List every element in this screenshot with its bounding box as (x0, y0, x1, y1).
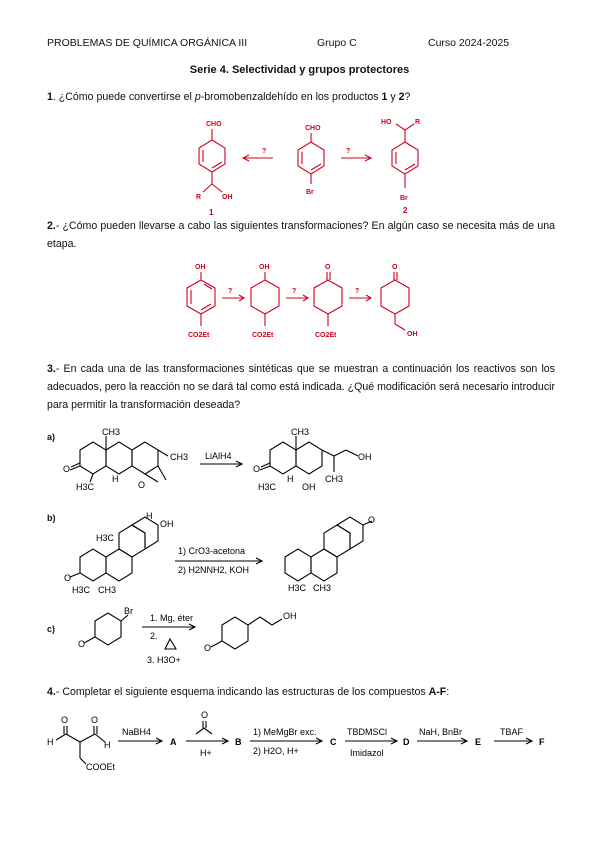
compound-d-label: D (403, 737, 410, 747)
page-title: Serie 4. Selectividad y grupos protectores (189, 64, 410, 76)
reagent-label: 1) MeMgBr exc. (253, 727, 317, 737)
question-1 (47, 88, 555, 106)
course-title: PROBLEMAS DE QUÍMICA ORGÁNICA III (47, 37, 248, 49)
cho-label: CHO (206, 121, 222, 128)
compound-1-number: 1 (209, 208, 214, 217)
cyclohexanol-ester-structure (251, 264, 279, 339)
question-mark: ? (355, 288, 360, 295)
br-label: Br (124, 606, 133, 616)
product-2-structure (381, 119, 420, 215)
co2et-label: CO2Et (252, 332, 274, 339)
reagent-label: H+ (200, 748, 212, 758)
reagent-label: 2. (150, 631, 158, 641)
question-text: ? (404, 91, 411, 103)
question-number: 2. (47, 220, 56, 232)
r-label: R (415, 119, 421, 126)
reagent-label: 2) H2NNH2, KOH (178, 565, 250, 575)
question-2 (47, 217, 555, 253)
ch3-label: CH3 (170, 452, 189, 462)
ch3-label: CH3 (291, 427, 310, 437)
italic-text: p (194, 91, 201, 103)
compound-b-label: B (235, 737, 242, 747)
bold-ref: A-F (428, 686, 447, 698)
reagent-label: 1) CrO3-acetona (178, 546, 246, 556)
o-label: O (204, 643, 212, 653)
h3c-label: H3C (72, 585, 91, 595)
h3c-label: H3C (288, 583, 307, 593)
question-mark: ? (262, 148, 267, 155)
question-text: - Completar el siguiente esquema indicando las estructuras de los compuestos (55, 686, 429, 698)
o-label: O (325, 264, 331, 271)
o-label: O (91, 715, 99, 725)
lactone-ketone-structure (63, 427, 188, 492)
question-text: - En cada una de las transformaciones sintéticas que se muestran a continuación los reactivos son los adecuados, pero la reacción no se dará tal como está indicada. ¿Qué modificación será necesario introducir para permitir la transformación deseada? (47, 363, 555, 411)
hydroxy-ketone-steroid-structure (64, 511, 174, 595)
group-label: Grupo C (317, 37, 357, 49)
product-1-structure (196, 121, 233, 217)
cho-label: CHO (305, 125, 321, 132)
oh-label: OH (259, 264, 270, 271)
oh-label: OH (222, 194, 233, 201)
reagent-label: 2) H2O, H+ (253, 746, 299, 756)
question-3 (47, 360, 555, 414)
compound-a-label: A (170, 737, 177, 747)
o-label: O (78, 639, 86, 649)
phenol-ester-structure (187, 264, 215, 339)
ch3-label: CH3 (102, 427, 121, 437)
h3c-label: H3C (96, 533, 115, 543)
ketone-steroid-structure (285, 515, 375, 593)
oh-label: OH (407, 331, 418, 338)
q3b-scheme (0, 505, 599, 595)
reagent-label: Imidazol (350, 748, 384, 758)
question-mark: ? (228, 288, 233, 295)
question-number: 4. (47, 686, 56, 698)
h3c-label: H3C (76, 482, 95, 492)
dialdehyde-ester-structure (47, 715, 116, 772)
q3c-scheme (0, 605, 599, 665)
o-label: O (201, 710, 209, 720)
question-text: . ¿Cómo puede convertirse el (52, 91, 195, 103)
part-a-label: a) (47, 432, 56, 442)
o-label: O (392, 264, 398, 271)
reagent-label: NaH, BnBr (419, 727, 463, 737)
question-mark: ? (292, 288, 297, 295)
reagent-label: 1. Mg, éter (150, 613, 194, 623)
reagent-label: LiAlH4 (205, 451, 232, 461)
h-label: H (146, 511, 153, 521)
bold-ref: 1 (381, 91, 388, 103)
h-label: H (112, 474, 119, 484)
question-number: 3. (47, 363, 56, 375)
oh-label: OH (358, 452, 372, 462)
o-label: O (368, 515, 376, 525)
q3a-scheme (0, 420, 599, 500)
reagent-label: TBAF (500, 727, 524, 737)
co2et-label: CO2Et (188, 332, 210, 339)
q1-scheme (0, 110, 599, 230)
o-label: O (138, 480, 146, 490)
ho-label: HO (381, 119, 392, 126)
compound-2-number: 2 (403, 206, 408, 215)
o-label: O (253, 464, 261, 474)
h-label: H (287, 474, 294, 484)
co2et-label: CO2Et (315, 332, 337, 339)
question-text: - ¿Cómo pueden llevarse a cabo las siguientes transformaciones? En algún caso se necesita más de una etapa. (47, 220, 555, 250)
bold-ref: 2 (398, 91, 405, 103)
question-mark: ? (346, 148, 351, 155)
reagent-label: TBDMSCl (347, 727, 387, 737)
br-label: Br (400, 195, 408, 202)
oh-label: OH (160, 519, 174, 529)
q2-scheme (0, 258, 599, 348)
diol-ketone-structure (253, 427, 372, 492)
year-label: Curso 2024-2025 (428, 37, 510, 49)
oh-label: OH (195, 264, 206, 271)
ch3-label: CH3 (98, 585, 117, 595)
compound-c-label: C (330, 737, 337, 747)
bromocyclohexanone-structure (78, 606, 133, 649)
reagent-label: 3. H3O+ (147, 655, 181, 665)
acetone-structure (196, 710, 212, 734)
o-label: O (61, 715, 69, 725)
ch3-label: CH3 (325, 474, 344, 484)
compound-e-label: E (475, 737, 482, 747)
ch3-label: CH3 (313, 583, 332, 593)
o-label: O (64, 573, 72, 583)
cooet-label: COOEt (86, 762, 116, 772)
oh-label: OH (283, 611, 297, 621)
cyclohexanone-ester-structure (314, 264, 342, 339)
compound-f-label: F (539, 737, 545, 747)
question-4 (47, 683, 555, 701)
br-label: Br (306, 189, 314, 196)
question-text: y (387, 91, 399, 103)
question-number: 1 (47, 91, 53, 103)
oh-label: OH (302, 482, 316, 492)
o-label: O (63, 464, 71, 474)
hydroxymethyl-cyclohexanone-structure (381, 264, 418, 338)
p-bromobenzaldehyde-structure (298, 125, 324, 196)
h3c-label: H3C (258, 482, 277, 492)
question-text: : (446, 686, 450, 698)
hydroxyethyl-cyclohexanone-structure (204, 611, 297, 653)
h-label: H (47, 737, 54, 747)
part-c-label: c) (47, 624, 56, 634)
q4-scheme (0, 712, 599, 782)
h-label: H (104, 740, 111, 750)
r-label: R (196, 194, 202, 201)
question-text: -bromobenzaldehído en los productos (200, 91, 382, 103)
reagent-label: NaBH4 (122, 727, 152, 737)
part-b-label: b) (47, 513, 56, 523)
